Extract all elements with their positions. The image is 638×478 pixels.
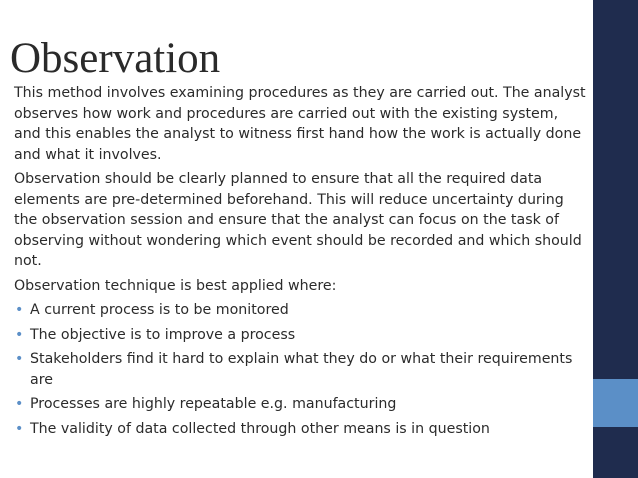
bullet-text: The objective is to improve a process	[30, 326, 296, 343]
bullet-text: Stakeholders find it hard to explain what they do or what their requirements are	[30, 351, 573, 388]
bullet-item	[14, 419, 588, 440]
bullet-item	[14, 300, 588, 321]
bullet-item	[14, 349, 588, 390]
paragraph-technique-intro: Observation technique is best applied where:	[14, 277, 337, 294]
slide-body	[14, 83, 588, 443]
sidebar-accent-block	[593, 379, 638, 427]
paragraph-method-description: This method involves examining procedures as they are carried out. The analyst observes how work and procedures are carried out with the existing system, and this enables the analyst to witness first hand how the work is actually done and what it involves.	[14, 85, 586, 163]
bullet-icon: •	[15, 396, 24, 412]
bullet-text: A current process is to be monitored	[30, 302, 289, 318]
bullet-item	[14, 325, 588, 346]
bullet-icon: •	[15, 326, 24, 343]
bullet-icon: •	[15, 302, 24, 318]
bullet-icon: •	[15, 420, 24, 437]
slide-title: Observation	[10, 35, 221, 82]
bullet-list	[14, 300, 588, 439]
bullet-item	[14, 394, 588, 415]
bullet-icon: •	[15, 351, 24, 367]
paragraph-planning: Observation should be clearly planned to ensure that all the required data elements are pre-determined beforehand. This will reduce uncertainty during the observation session and ensure that the analyst can focus on the task of observing without wondering which event should be recorded and which should not.	[14, 171, 582, 269]
bullet-text: The validity of data collected through other means is in question	[30, 420, 490, 437]
bullet-text: Processes are highly repeatable e.g. manufacturing	[30, 396, 397, 412]
